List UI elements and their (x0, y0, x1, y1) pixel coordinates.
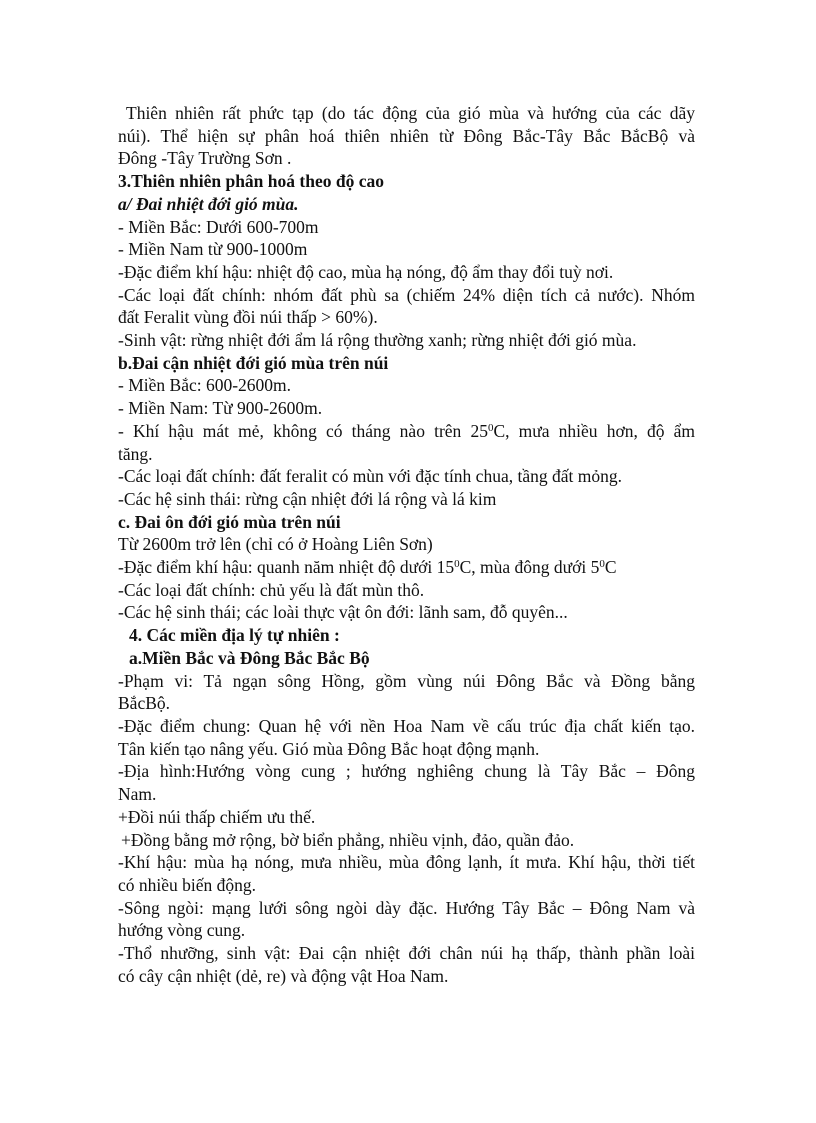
text-line: -Thổ nhưỡng, sinh vật: Đai cận nhiệt đới chân núi hạ thấp, thành phần loài (118, 943, 695, 964)
text-segment: -Đặc điểm khí hậu: quanh năm nhiệt độ dưới 15 (118, 557, 455, 578)
text-line: Tân kiến tạo nâng yếu. Gió mùa Đông Bắc hoạt động mạnh. (118, 738, 540, 759)
text-line (118, 556, 695, 579)
section-heading: a.Miền Bắc và Đông Bắc Bắc Bộ (129, 647, 370, 668)
text-line: có cây cận nhiệt (dẻ, re) và động vật Hoa Nam. (118, 965, 449, 986)
degree-superscript: 0 (599, 558, 605, 571)
text-line: Từ 2600m trở lên (chỉ có ở Hoàng Liên Sơn) (118, 534, 433, 555)
text-line: -Địa hình:Hướng vòng cung ; hướng nghiêng chung là Tây Bắc – Đông (118, 761, 695, 782)
text-line: núi). Thể hiện sự phân hoá thiên nhiên từ Đông Bắc-Tây Bắc BắcBộ và (118, 125, 695, 146)
text-line: hướng vòng cung. (118, 920, 246, 941)
text-line: -Các loại đất chính: đất feralit có mùn với đặc tính chua, tầng đất mỏng. (118, 466, 622, 487)
text-line (118, 420, 695, 443)
text-segment: C, mưa nhiều hơn, độ ẩm (493, 420, 695, 441)
text-line: -Phạm vi: Tả ngạn sông Hồng, gồm vùng núi Đông Bắc và Đồng bằng (118, 670, 695, 691)
text-line: +Đồi núi thấp chiếm ưu thế. (118, 806, 316, 827)
text-line: -Các loại đất chính: nhóm đất phù sa (chiếm 24% diện tích cả nước). Nhóm (118, 284, 695, 305)
text-line: - Miền Nam từ 900-1000m (118, 239, 308, 260)
text-line: - Miền Nam: Từ 900-2600m. (118, 398, 323, 419)
text-line: Nam. (118, 784, 157, 805)
text-line: đất Feralit vùng đồi núi thấp > 60%). (118, 307, 378, 328)
text-segment: - Khí hậu mát mẻ, không có tháng nào trên 25 (118, 420, 488, 441)
text-line: -Các hệ sinh thái: rừng cận nhiệt đới lá rộng và lá kim (118, 488, 497, 509)
text-line: có nhiều biến động. (118, 874, 257, 895)
text-line: -Các loại đất chính: chủ yếu là đất mùn thô. (118, 579, 425, 600)
section-heading: 3.Thiên nhiên phân hoá theo độ cao (118, 171, 384, 192)
text-line: - Miền Bắc: Dưới 600-700m (118, 216, 319, 237)
section-heading: a/ Đai nhiệt đới gió mùa. (118, 193, 299, 214)
section-heading: 4. Các miền địa lý tự nhiên : (129, 625, 340, 646)
degree-superscript: 0 (454, 558, 460, 571)
text-segment: C, mùa đông dưới 5 (459, 557, 600, 578)
text-line: Đông -Tây Trường Sơn . (118, 148, 292, 169)
text-line: -Sông ngòi: mạng lưới sông ngòi dày đặc. Hướng Tây Bắc – Đông Nam và (118, 897, 695, 918)
text-line: - Miền Bắc: 600-2600m. (118, 375, 292, 396)
text-line: -Các hệ sinh thái; các loài thực vật ôn đới: lãnh sam, đỗ quyên... (118, 602, 568, 623)
text-line: Thiên nhiên rất phức tạp (do tác động của gió mùa và hướng của các dãy (126, 103, 695, 123)
text-line: -Đặc điểm chung: Quan hệ với nền Hoa Nam về cấu trúc địa chất kiến tạo. (118, 715, 695, 736)
section-heading: c. Đai ôn đới gió mùa trên núi (118, 511, 341, 532)
text-line: tăng. (118, 443, 153, 464)
degree-superscript: 0 (487, 421, 494, 434)
section-heading: b.Đai cận nhiệt đới gió mùa trên núi (118, 352, 389, 373)
text-segment: C (604, 557, 617, 578)
text-line: -Đặc điểm khí hậu: nhiệt độ cao, mùa hạ nóng, độ ẩm thay đổi tuỳ nơi. (118, 261, 614, 282)
text-line: BắcBộ. (118, 693, 171, 714)
text-line: -Sinh vật: rừng nhiệt đới ẩm lá rộng thường xanh; rừng nhiệt đới gió mùa. (118, 330, 637, 351)
text-line: +Đồng bằng mở rộng, bờ biển phẳng, nhiều vịnh, đảo, quần đảo. (121, 829, 575, 850)
text-line: -Khí hậu: mùa hạ nóng, mưa nhiều, mùa đông lạnh, ít mưa. Khí hậu, thời tiết (118, 852, 695, 873)
